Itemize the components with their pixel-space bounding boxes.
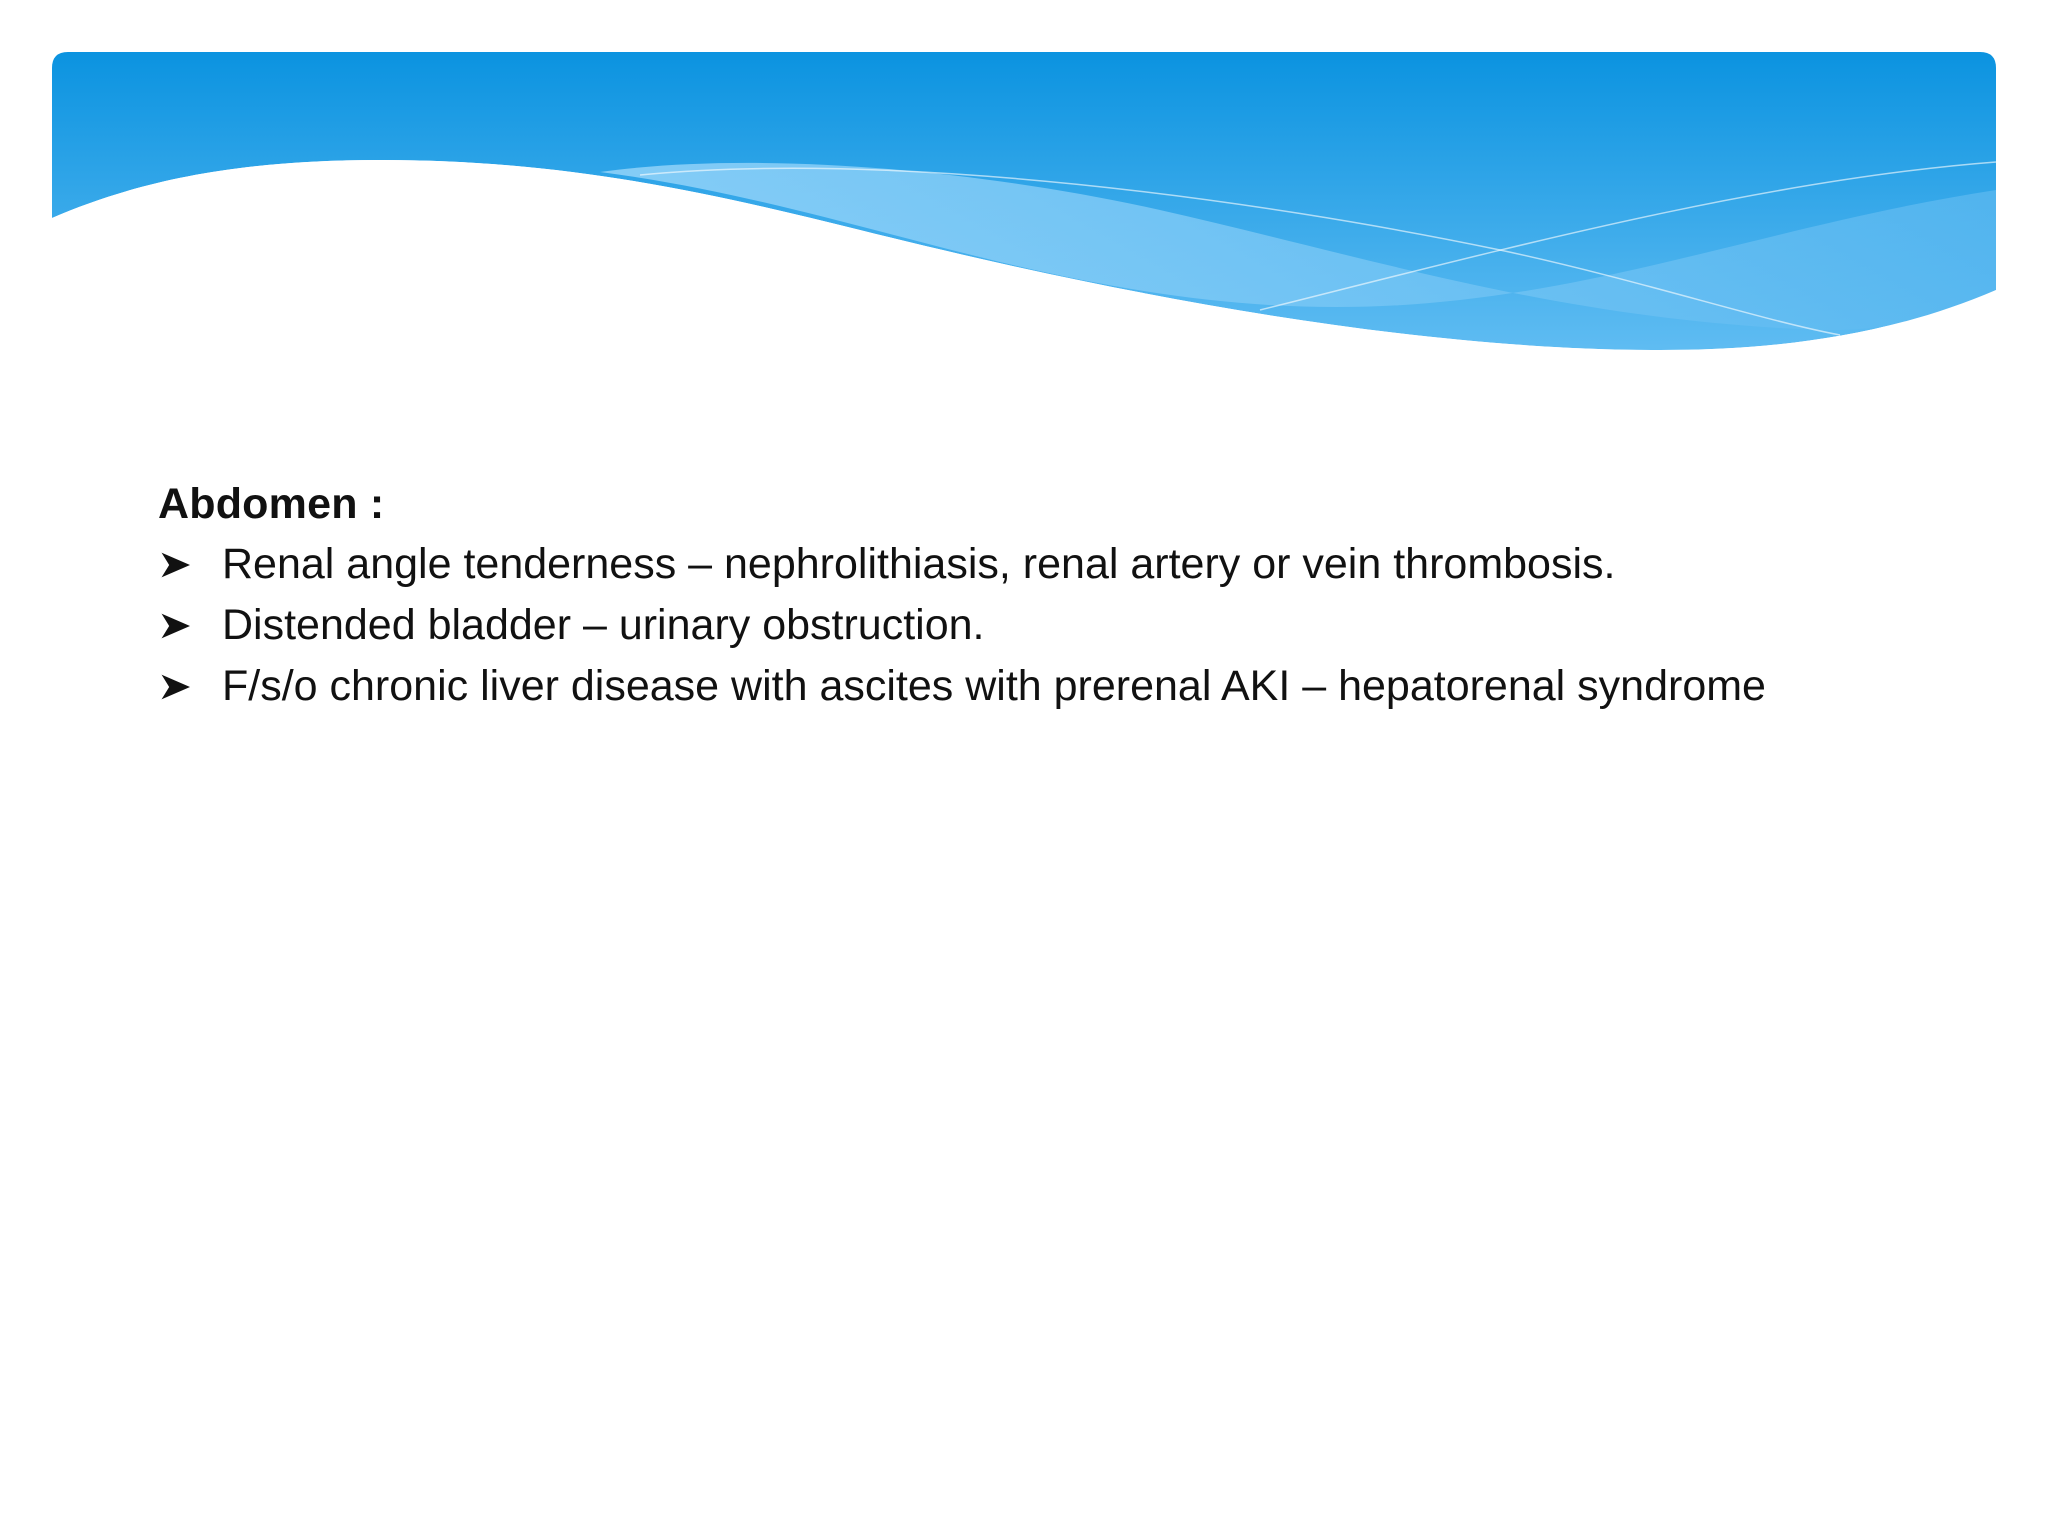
- arrowhead-bullet-icon: [158, 550, 192, 580]
- list-item: [158, 595, 1858, 656]
- list-item: [158, 656, 1858, 717]
- bullet-list: [158, 534, 1858, 717]
- list-item: [158, 534, 1858, 595]
- arrowhead-bullet-icon: [158, 611, 192, 641]
- bullet-text: F/s/o chronic liver disease with ascites with prerenal AKI – hepatorenal syndrome: [222, 662, 1766, 710]
- bullet-text: Renal angle tenderness – nephrolithiasis, renal artery or vein thrombosis.: [222, 540, 1616, 588]
- slide-body: [158, 474, 1858, 717]
- bullet-text: Distended bladder – urinary obstruction.: [222, 601, 985, 649]
- section-heading: Abdomen :: [158, 480, 385, 528]
- header-wave-decoration: [0, 0, 2048, 400]
- arrowhead-bullet-icon: [158, 672, 192, 702]
